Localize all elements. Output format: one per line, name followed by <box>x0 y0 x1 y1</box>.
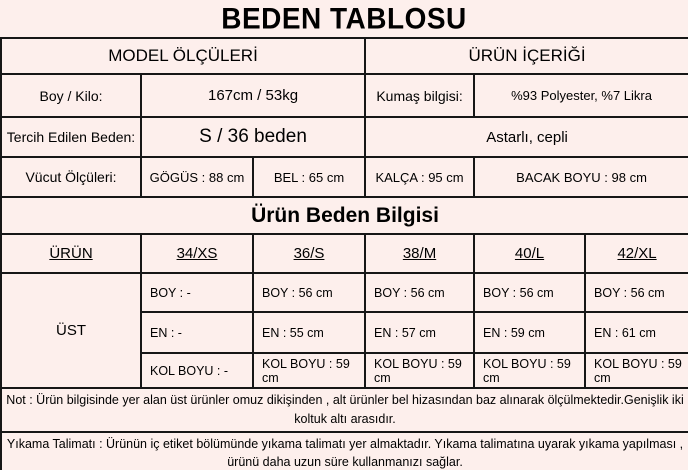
column-header-38m: 38/M <box>365 234 474 273</box>
bel-value: BEL : 65 cm <box>253 157 365 197</box>
kumas-bilgisi-label: Kumaş bilgisi: <box>365 74 474 117</box>
size-columns-header-row <box>1 234 688 273</box>
en-38m: EN : 57 cm <box>365 312 474 353</box>
kumas-bilgisi-value: %93 Polyester, %7 Likra <box>474 74 688 117</box>
vucut-olculeri-row <box>1 157 688 197</box>
size-chart-table <box>0 37 688 470</box>
bacak-boyu-value: BACAK BOYU : 98 cm <box>474 157 688 197</box>
urun-icerigi-header: ÜRÜN İÇERİĞİ <box>365 38 688 74</box>
boy-kilo-row <box>1 74 688 117</box>
column-header-urun: ÜRÜN <box>1 234 141 273</box>
model-olculeri-header: MODEL ÖLÇÜLERİ <box>1 38 365 74</box>
kol-36s: KOL BOYU : 59 cm <box>253 353 365 388</box>
column-header-34xs: 34/XS <box>141 234 253 273</box>
column-header-36s: 36/S <box>253 234 365 273</box>
page-title: BEDEN TABLOSU <box>221 1 467 35</box>
boy-36s: BOY : 56 cm <box>253 273 365 312</box>
urun-beden-bilgisi-header: Ürün Beden Bilgisi <box>1 197 688 234</box>
kalca-value: KALÇA : 95 cm <box>365 157 474 197</box>
boy-kilo-value: 167cm / 53kg <box>141 74 365 117</box>
en-36s: EN : 55 cm <box>253 312 365 353</box>
kol-38m: KOL BOYU : 59 cm <box>365 353 474 388</box>
yikama-talimati-text: Yıkama Talimatı : Ürünün iç etiket bölümünde yıkama talimatı yer almaktadır. Yıkama talimatına uyarak yıkama yapılması , ürünü daha uzun süre kullanmanızı sağlar. <box>1 432 688 470</box>
kol-40l: KOL BOYU : 59 cm <box>474 353 585 388</box>
not-text: Not : Ürün bilgisinde yer alan üst ürünler omuz dikişinden , alt ürünler bel hizasından baz alınarak ölçülmektedir.Genişlik iki koltuk altı arasıdır. <box>1 388 688 432</box>
gogus-value: GÖGÜS : 88 cm <box>141 157 253 197</box>
boy-measure-row <box>1 273 688 312</box>
ust-row-label: ÜST <box>1 273 141 388</box>
tercih-beden-value: S / 36 beden <box>141 117 365 157</box>
urun-icerigi-value: Astarlı, cepli <box>365 117 688 157</box>
en-40l: EN : 59 cm <box>474 312 585 353</box>
kol-42xl: KOL BOYU : 59 cm <box>585 353 688 388</box>
boy-38m: BOY : 56 cm <box>365 273 474 312</box>
vucut-olculeri-label: Vücut Ölçüleri: <box>1 157 141 197</box>
kol-34xs: KOL BOYU : - <box>141 353 253 388</box>
en-42xl: EN : 61 cm <box>585 312 688 353</box>
boy-42xl: BOY : 56 cm <box>585 273 688 312</box>
tercih-beden-row <box>1 117 688 157</box>
urun-beden-bilgisi-row <box>1 197 688 234</box>
boy-40l: BOY : 56 cm <box>474 273 585 312</box>
boy-34xs: BOY : - <box>141 273 253 312</box>
yikama-talimati-row <box>1 432 688 470</box>
not-row <box>1 388 688 432</box>
tercih-beden-label: Tercih Edilen Beden: <box>1 117 141 157</box>
en-34xs: EN : - <box>141 312 253 353</box>
column-header-40l: 40/L <box>474 234 585 273</box>
column-header-42xl: 42/XL <box>585 234 688 273</box>
boy-kilo-label: Boy / Kilo: <box>1 74 141 117</box>
section-header-row <box>1 38 688 74</box>
